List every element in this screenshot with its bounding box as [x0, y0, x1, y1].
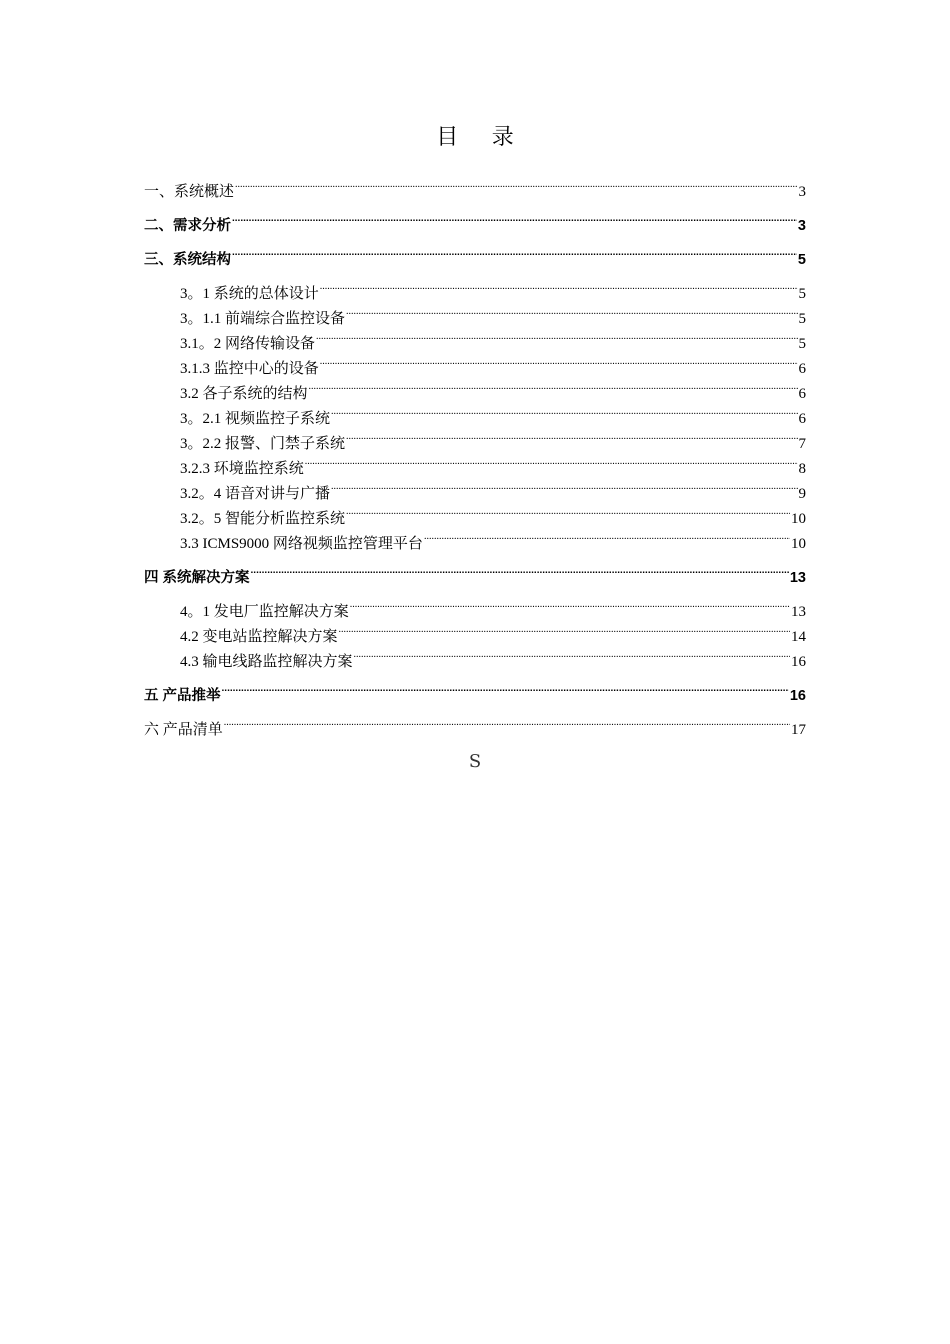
toc-dot-leader	[346, 298, 797, 323]
toc-dot-leader	[354, 641, 790, 666]
toc-page-number: 5	[798, 311, 806, 327]
toc-entry-text: 五 产品推举	[144, 688, 221, 704]
toc-entry-text: 4.3 输电线路监控解决方案	[180, 654, 353, 670]
toc-page-number: 13	[789, 570, 806, 586]
toc-entry-text: 四 系统解决方案	[144, 570, 250, 586]
table-of-contents	[144, 171, 806, 738]
toc-page-number: 6	[798, 411, 806, 427]
toc-entry-text: 3.2 各子系统的结构	[180, 386, 308, 402]
toc-dot-leader	[305, 448, 798, 473]
toc-dot-leader	[346, 423, 797, 448]
toc-page-number: 14	[791, 629, 806, 645]
toc-entry-text: 二、需求分析	[144, 218, 231, 234]
toc-page-number: 6	[798, 361, 806, 377]
toc-page-number: 8	[798, 461, 806, 477]
toc-page-number: 5	[798, 286, 806, 302]
toc-entry-text: 一、系统概述	[144, 184, 235, 200]
page-footer-mark: S	[468, 751, 482, 772]
toc-page-number: 7	[798, 436, 806, 452]
toc-entry-text: 3。1 系统的总体设计	[180, 286, 319, 302]
toc-dot-leader	[424, 523, 790, 548]
toc-page-number: 6	[798, 386, 806, 402]
toc-entry-text: 3.2.3 环境监控系统	[180, 461, 304, 477]
toc-entry-text: 六 产品清单	[144, 722, 223, 738]
toc-dot-leader	[222, 675, 789, 700]
toc-entry[interactable]	[144, 709, 806, 738]
toc-title: 目 录	[436, 124, 528, 149]
toc-entry-text: 3。2.1 视频监控子系统	[180, 411, 331, 427]
toc-page-number: 10	[791, 536, 806, 552]
toc-entry[interactable]	[144, 675, 806, 704]
toc-dot-leader	[331, 398, 797, 423]
toc-dot-leader	[331, 473, 797, 498]
toc-entry-text: 4.2 变电站监控解决方案	[180, 629, 338, 645]
toc-dot-leader	[339, 616, 790, 641]
toc-entry-text: 3。1.1 前端综合监控设备	[180, 311, 346, 327]
toc-entry-text: 3.1。2 网络传输设备	[180, 336, 316, 352]
toc-entry-text: 3.1.3 监控中心的设备	[180, 361, 319, 377]
toc-dot-leader	[235, 171, 797, 196]
toc-page-number: 9	[798, 486, 806, 502]
toc-dot-leader	[251, 557, 789, 582]
toc-entry[interactable]	[144, 171, 806, 200]
toc-entry[interactable]	[144, 205, 806, 234]
toc-dot-leader	[232, 239, 797, 264]
toc-page-number: 13	[791, 604, 806, 620]
toc-page-number: 3	[797, 218, 806, 234]
toc-page-number: 5	[798, 336, 806, 352]
toc-dot-leader	[232, 205, 797, 230]
toc-page-number: 5	[797, 252, 806, 268]
toc-dot-leader	[320, 348, 798, 373]
toc-entry[interactable]	[144, 239, 806, 268]
toc-dot-leader	[320, 273, 798, 298]
toc-dot-leader	[350, 591, 790, 616]
toc-dot-leader	[224, 709, 790, 734]
toc-entry-text: 4。1 发电厂监控解决方案	[180, 604, 349, 620]
toc-page-number: 16	[791, 654, 806, 670]
toc-dot-leader	[316, 323, 797, 348]
toc-entry-text: 3.2。4 语音对讲与广播	[180, 486, 331, 502]
toc-entry-text: 3.2。5 智能分析监控系统	[180, 511, 346, 527]
toc-dot-leader	[346, 498, 790, 523]
toc-entry-text: 3.3 ICMS9000 网络视频监控管理平台	[180, 536, 423, 552]
toc-dot-leader	[309, 373, 798, 398]
toc-entry[interactable]	[144, 591, 806, 620]
toc-page-number: 16	[789, 688, 806, 704]
toc-entry[interactable]	[144, 273, 806, 302]
toc-entry-text: 三、系统结构	[144, 252, 231, 268]
toc-page-number: 10	[791, 511, 806, 527]
toc-entry[interactable]	[144, 557, 806, 586]
toc-entry-text: 3。2.2 报警、门禁子系统	[180, 436, 346, 452]
toc-page-number: 17	[791, 722, 806, 738]
toc-page-number: 3	[798, 184, 806, 200]
